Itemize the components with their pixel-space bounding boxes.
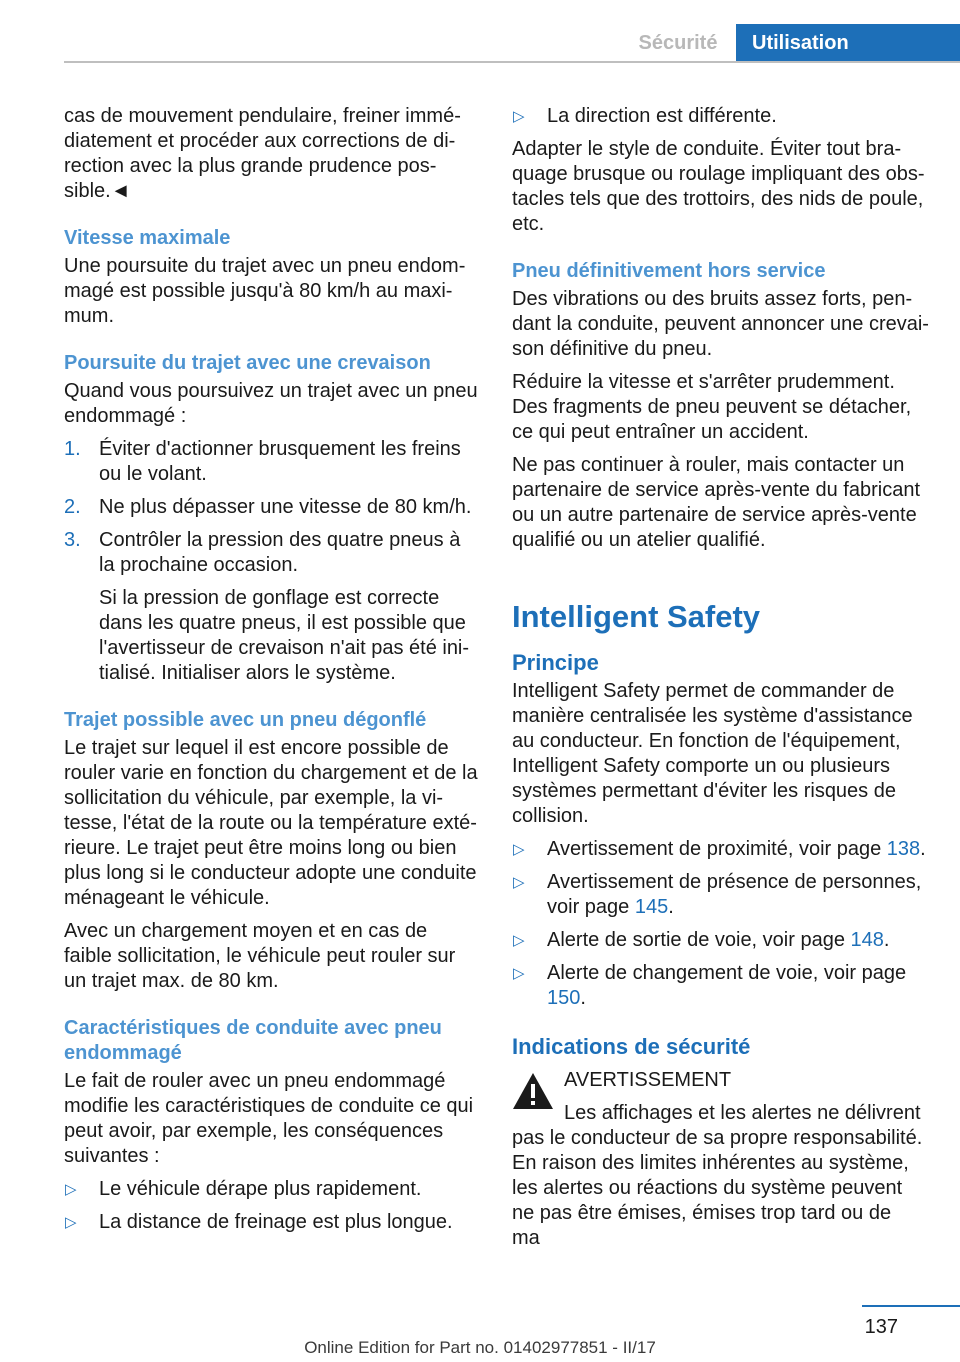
principe-paragraph: Intelligent Safety permet de commander de manière centralisée les système d'assistance au conducteur. En fonction de l'équipement, Intelligent Safety comporte un ou plusieurs systèmes permettant d'éviter les risques de collision. [512,680,913,827]
page-link-138[interactable]: 138 [886,838,921,860]
warning-text-rest: pas le conducteur de sa propre responsabilité. En raison des limites inhérentes au système, les alertes ou réactions du système peuvent ne pas être émises, émises trop tard ou de ma [512,1127,923,1249]
step-text: Ne plus dépasser une vitesse de 80 km/h. [99,496,472,518]
link-end: . [883,929,890,951]
page-number: 137 [864,1316,898,1338]
bullet-triangle-icon: ▷ [513,965,525,982]
step-text: Contrôler la pression des quatre pneus à la prochaine occasion. [99,529,461,576]
bullet-triangle-icon: ▷ [65,1181,77,1198]
list-item [64,1177,480,1202]
poursuite-paragraph: Quand vous poursuivez un trajet avec un pneu endommagé : [64,380,478,427]
list-item [512,961,930,1011]
warning-block [512,1068,930,1251]
warning-text-first-line: Les affichages et les alertes ne délivrent [564,1102,921,1124]
pneu-paragraph-2: Réduire la vitesse et s'arrêter prudemment. Des fragments de pneu peuvent se détacher, ce qui peut entraîner un accident. [512,371,912,443]
bullet-triangle-icon: ▷ [513,841,525,858]
heading-principe: Principe [512,650,599,675]
link-end: . [920,838,926,860]
warning-title: AVERTISSEMENT [564,1069,732,1091]
page-link-145[interactable]: 145 [634,896,669,918]
link-text: Alerte de changement de voie, voir page [547,962,907,984]
step-number: 2. [64,496,81,518]
trajet-paragraph-1: Le trajet sur lequel il est encore possible de rouler varie en fonction du chargement et de la sollicitation du véhicule, par exemple, la vitesse, l'état de la route ou la température extérieure. Le trajet peut être moins long ou bien plus long si le conducteur adopte une conduite ménageant le véhicule. [64,737,478,909]
list-item [512,928,930,953]
link-text: Avertissement de proximité, voir page [547,838,887,860]
link-text: Alerte de sortie de voie, voir page [547,929,851,951]
heading-poursuite: Poursuite du trajet avec une crevaison [64,352,431,374]
list-item [512,837,930,862]
bullet-text: Le véhicule dérape plus rapidement. [99,1178,422,1200]
link-end: . [580,987,586,1009]
link-text: Avertissement de présence de personnes, voir page [547,871,922,918]
right-column [512,104,930,1251]
consequences-list [64,1177,480,1235]
adapter-paragraph: Adapter le style de conduite. Éviter tout braquage brusque ou roulage impliquant des obstacles tels que des trottoirs, des nids de poule, etc. [512,138,925,235]
list-item [64,495,480,520]
heading-vitesse-maximale: Vitesse maximale [64,227,231,249]
caracteristiques-paragraph: Le fait de rouler avec un pneu endommagé modifie les caractéristiques de conduite ce qui peut avoir, par exemple, les conséquences suivantes : [64,1070,474,1167]
list-item [64,1210,480,1235]
bullet-triangle-icon: ▷ [513,874,525,891]
step-text: Éviter d'actionner brusquement les freins ou le volant. [99,438,461,485]
pneu-paragraph-3: Ne pas continuer à rouler, mais contacter un partenaire de service après-vente du fabricant ou un autre partenaire de service après-vente qualifié ou un atelier qualifié. [512,454,921,551]
heading-trajet-possible: Trajet possible avec un pneu dégonflé [64,709,427,731]
bullet-triangle-icon: ▷ [513,108,525,125]
page-link-150[interactable]: 150 [547,987,581,1009]
consequences-list-cont [512,104,930,129]
bullet-triangle-icon: ▷ [65,1214,77,1231]
systems-list [512,837,930,1011]
footer-divider [862,1305,960,1307]
list-item [512,870,930,920]
warning-text [512,1101,930,1251]
heading-pneu-hors-service: Pneu définitivement hors service [512,260,826,282]
tab-securite[interactable]: Sécurité [638,32,718,54]
edition-footer: Online Edition for Part no. 01402977851 - II/17 [304,1338,656,1357]
bullet-text: La distance de freinage est plus longue. [99,1211,453,1233]
heading-intelligent-safety: Intelligent Safety [512,599,761,634]
heading-indications-securite: Indications de sécurité [512,1034,751,1059]
pneu-paragraph-1: Des vibrations ou des bruits assez forts, pendant la conduite, peuvent annoncer une crevaison définitive du pneu. [512,288,929,360]
heading-caracteristiques: Caractéristiques de conduite avec pneu endommagé [64,1017,442,1064]
list-item [512,104,930,129]
list-item [64,528,480,686]
page-link-148[interactable]: 148 [850,929,884,951]
warning-triangle-icon [512,1072,554,1110]
list-item [64,437,480,487]
left-column [64,104,480,1243]
vitesse-paragraph: Une poursuite du trajet avec un pneu endommagé est possible jusqu'à 80 km/h au maximum. [64,255,466,327]
bullet-text: La direction est différente. [547,105,777,127]
tab-utilisation[interactable]: Utilisation [736,24,960,63]
trajet-paragraph-2: Avec un chargement moyen et en cas de faible sollicitation, le véhicule peut rouler sur un trajet max. de 80 km. [64,920,456,992]
intro-paragraph: cas de mouvement pendulaire, freiner immédiatement et procéder aux corrections de direction avec la plus grande prudence possible.◄ [64,105,461,202]
step-number: 1. [64,438,81,460]
step-note: Si la pression de gonflage est correcte dans les quatre pneus, il est possible que l'avertisseur de crevaison n'ait pas été initialisé. Initialiser alors le système. [99,587,470,684]
step-number: 3. [64,529,81,551]
link-end: . [668,896,674,918]
steps-list [64,437,480,686]
header-divider [64,61,960,63]
bullet-triangle-icon: ▷ [513,932,525,949]
